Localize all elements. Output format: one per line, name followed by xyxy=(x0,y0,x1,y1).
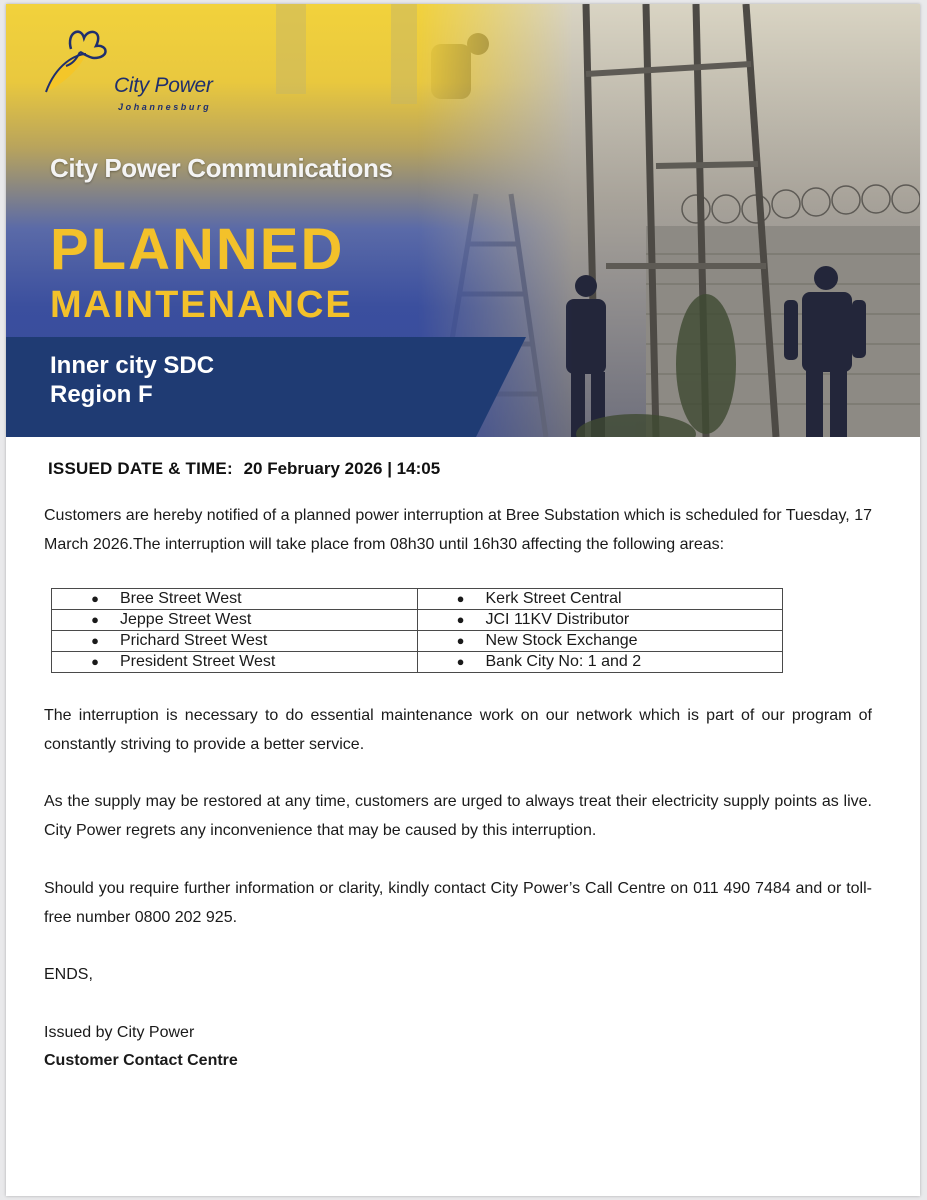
area-item: Kerk Street Central xyxy=(485,590,622,607)
issued-value: 20 February 2026 | 14:05 xyxy=(243,459,441,478)
safety-paragraph: As the supply may be restored at any time, customers are urged to always treat their electricity supply points as live. City Power regrets any inconvenience that may be caused by this interruption. xyxy=(44,793,872,839)
table-row xyxy=(52,589,783,610)
bullet-icon: ● xyxy=(456,654,465,669)
bullet-icon: ● xyxy=(456,591,465,606)
bullet-icon: ● xyxy=(456,633,465,648)
title-maintenance: MAINTENANCE xyxy=(50,284,353,326)
title-planned: PLANNED xyxy=(50,217,345,282)
logo-subtitle: Johannesburg xyxy=(118,102,212,112)
issued-date-time xyxy=(48,459,440,479)
table-row xyxy=(52,610,783,631)
ends-line: ENDS, xyxy=(44,966,93,983)
issued-by: Issued by City Power xyxy=(44,1024,195,1041)
notice-page xyxy=(6,4,920,1196)
bullet-icon: ● xyxy=(91,654,99,669)
area-item: Bree Street West xyxy=(120,590,242,607)
area-item: Jeppe Street West xyxy=(120,611,252,628)
area-item: Prichard Street West xyxy=(120,632,268,649)
logo-name: City Power xyxy=(114,74,213,97)
area-item: Bank City No: 1 and 2 xyxy=(485,653,642,670)
issued-label: ISSUED DATE & TIME: xyxy=(48,459,233,478)
table-row xyxy=(52,631,783,652)
intro-paragraph: Customers are hereby notified of a planned power interruption at Bree Substation which is scheduled for Tuesday, 17 March 2026.The interruption will take place from 08h30 until 16h30 affecting the following areas: xyxy=(44,507,872,553)
area-item: New Stock Exchange xyxy=(485,632,638,649)
region-sdc: Inner city SDC xyxy=(50,352,215,379)
bullet-icon: ● xyxy=(91,612,99,627)
bullet-icon: ● xyxy=(91,633,99,648)
butterfly-logo-icon xyxy=(36,24,116,94)
table-row xyxy=(52,652,783,673)
area-item: JCI 11KV Distributor xyxy=(485,611,630,628)
city-power-logo xyxy=(36,24,226,119)
affected-areas-table xyxy=(51,588,783,673)
header-banner xyxy=(6,4,920,437)
region-name: Region F xyxy=(50,381,153,408)
maintenance-paragraph: The interruption is necessary to do essential maintenance work on our network which is part of our program of constantly striving to provide a better service. xyxy=(44,707,872,753)
communications-heading: City Power Communications xyxy=(50,153,393,183)
contact-paragraph: Should you require further information or clarity, kindly contact City Power’s Call Centre on 011 490 7484 and or toll-free number 0800 202 925. xyxy=(44,880,872,926)
bullet-icon: ● xyxy=(91,591,99,606)
bullet-icon: ● xyxy=(456,612,465,627)
contact-centre: Customer Contact Centre xyxy=(44,1052,238,1069)
area-item: President Street West xyxy=(120,653,276,670)
